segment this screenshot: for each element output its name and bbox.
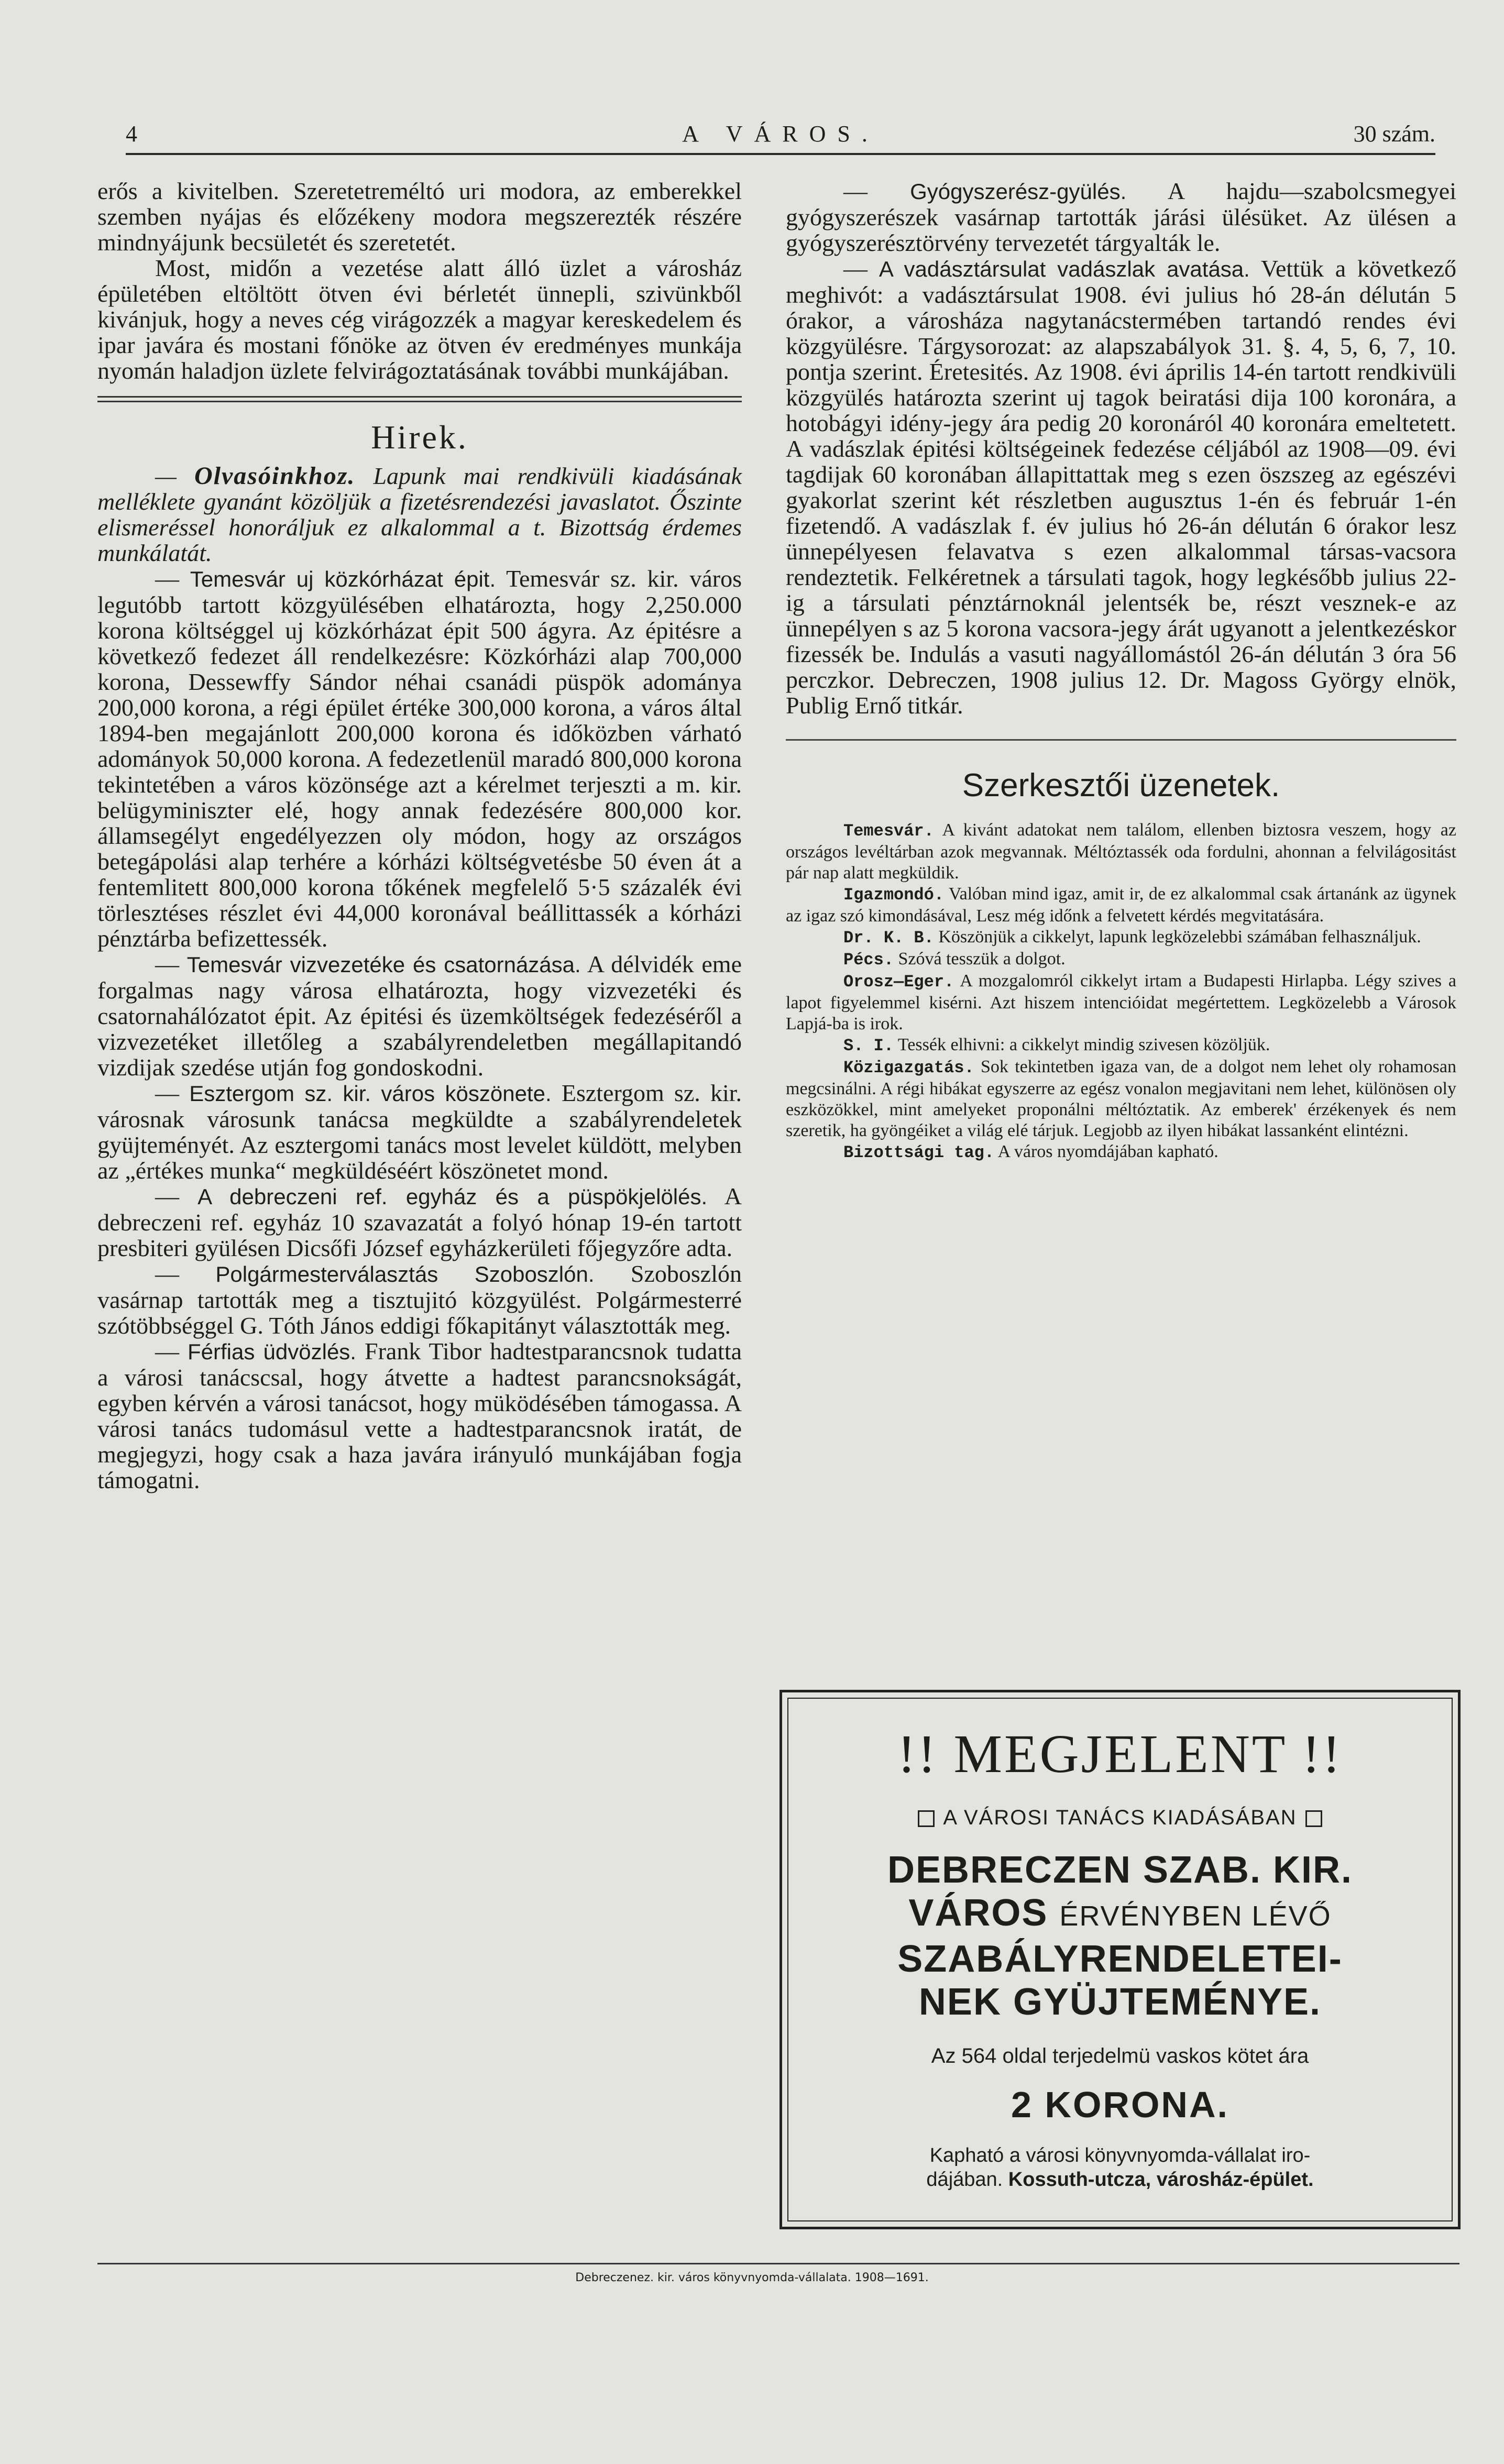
- news-text: Lapunk mai rendkivüli kiadásának melléklete gyanánt közöljük a fizetésrendezési javaslatot. Őszinte elismeréssel honoráljuk ez alkalommal a t. Bizottság érdemes munkálatát.: [97, 463, 742, 566]
- ad-title-block: [788, 1849, 1452, 2023]
- advertisement-box: [780, 1690, 1461, 2229]
- news-item: — Gyógyszerész-gyülés. A hajdu—szabolcsmegyei gyógyszerészek vasárnap tartották járási ülésüket. Az ülésen a gyógyszerésztörvény tervezetét tárgyalták le.: [786, 178, 1457, 256]
- news-head: Temesvár vizvezetéke és csatornázása.: [186, 952, 581, 977]
- news-text: A debreczeni ref. egyház 10 szavazatát a folyó hónap 19-én tartott presbiteri gyülésen Dicsőfi József egyházkerületi főjegyzőre adta.: [97, 1183, 742, 1261]
- message-text: A kivánt adatokat nem találom, ellenben biztosra veszem, hogy az országos levéltárban azok megvannak. Méltóztassék oda fordulni, ahonnan a felvilágositást pár nap alatt megküldik.: [786, 820, 1456, 883]
- news-item: — Temesvár vizvezetéke és csatornázása. A délvidék eme forgalmas nagy városa elhatározta, hogy vizvezetéki és csatornahálózatot épit. Az épitési és üzemköltségek fedezéséről a vizvezetéket illetőleg a szabályrendeletben megállapitandó vizdijak szedése utján fog gondoskodni.: [97, 951, 742, 1081]
- news-item: — Esztergom sz. kir. város köszönete. Esztergom sz. kir. városnak városunk tanácsa megküldte a szabályrendeletek gyüjteményét. Az esztergomi tanács most levelet küldött, melyben az „értékes munka“ megküldéséért köszönetet mond.: [97, 1080, 742, 1184]
- news-head: A debreczeni ref. egyház és a püspökjelölés.: [197, 1184, 708, 1209]
- ad-footer-address: Kossuth-utcza, városház-épület.: [1008, 2169, 1314, 2191]
- message-text: Köszönjük a cikkelyt, lapunk legközelebbi számában felhasználjuk.: [938, 927, 1421, 947]
- square-ornament-icon: [918, 1810, 935, 1827]
- ad-title-word: ÉRVÉNYBEN LÉVŐ: [1059, 1900, 1332, 1932]
- news-item: — Temesvár uj közkórházat épit. Temesvár sz. kir. város legutóbb tartott közgyülésében elhatározta, hogy 2,250.000 korona költséggel uj közkórházat épit 500 ágyra. Az épitésre a következő fedezet áll rendelkezésre: Közkórházi alap 700,000 korona, Dessewffy Sándor néhai csanádi püspök adománya 200,000 korona, a régi épület értéke 300,000 korona, a város által 1894-ben megajánlott 200,000 korona és időközben várható adományok 50,000 korona. A fedezetlenül maradó 800,000 korona tekintetében a város közönsége azt a kérelmet terjeszti a m. kir. belügyminiszter elé, hogy annak fedezésére 800,000 kor. államsegélyt engedélyezzen oly módon, hogy az országos betegápolási alap terhére a kórházi költségvetésbe 50 éven át a fentemlitett 800,000 korona tőkének megfelelő 5·5 százalék évi törlesztéses részlet évi 44,000 koronával beállittassék a kórházi pénztárba befizettessék.: [97, 565, 742, 952]
- message-head: Bizottsági tag.: [843, 1143, 995, 1162]
- message-head: S. I.: [843, 1036, 894, 1055]
- editor-message: [786, 1057, 1456, 1141]
- message-head: Pécs.: [843, 950, 894, 970]
- section-divider: [97, 396, 742, 402]
- right-column: [786, 178, 1456, 1163]
- left-column: [97, 178, 742, 1493]
- ad-footer-line: [788, 2168, 1452, 2192]
- page-header: [126, 116, 1435, 155]
- news-head: Esztergom sz. kir. város köszönete.: [189, 1081, 552, 1106]
- news-head: A vadásztársulat vadászlak avatása.: [879, 257, 1250, 281]
- message-head: Dr. K. B.: [843, 928, 934, 948]
- ad-price: 2 KORONA.: [1011, 2084, 1229, 2125]
- news-text: Frank Tibor hadtestparancsnok tudatta a városi tanácscsal, hogy átvette a hadtest parancsnokságát, egyben kérvén a városi tanácsot, hogy müködésében támogassa. A városi tanács tudomásul vette a hadtestparancsnok iratát, de megjegyzi, hogy csak a haza javára irányuló munkájában fogja támogatni.: [97, 1338, 742, 1493]
- news-head: Polgármesterválasztás Szoboszlón.: [215, 1262, 595, 1286]
- ad-footer-line: Kapható a városi könyvnyomda-vállalat iro-: [929, 2144, 1311, 2166]
- message-text: Tessék elhivni: a cikkelyt mindig szivesen közöljük.: [897, 1035, 1270, 1054]
- section-divider: [786, 739, 1456, 741]
- editor-message: [786, 1141, 1456, 1163]
- ad-title-word: VÁROS: [908, 1892, 1048, 1934]
- message-text: Szóvá tesszük a dolgot.: [898, 949, 1066, 969]
- ad-footer: [788, 2143, 1452, 2192]
- news-text: Vettük a következő meghivót: a vadásztársulat 1908. évi julius hó 28-án délután 5 órakor, a városháza nagytanácstermében tartandó rendes évi közgyülésre. Tárgysorozat: az alapszabályok 31. §. 4, 5, 6, 7, 10. pontja szerint. Éretesités. Az 1908. évi április 14-én tartott rendkivüli közgyülés határozta szerint uj tagok beiratási dija 100 koronára, a hotobágyi idény-jegy ára pedig 20 koronáról 40 koronára emeltetett. A vadászlak épitési költségeinek fedezése céljából az 1908—09. évi tagdijak 60 koronában állapittattak meg s ezen öszszeg az egészévi gyakorlat szerint két részletben augusztus 1-én és február 1-én fizetendő. A vadászlak f. év julius hó 26-án délután 6 órakor lesz ünnepélyesen felavatva s ezen alkalommal társas-vacsora rendeztetik. Felkéretnek a társulati tagok, hogy legkésőbb julius 22-ig a társulati pénztárnoknál jelentsék be, részt vesznek-e az ünnepélyen s az 5 korona vacsora-jegy árát ugyanott a jelentkezéskor fizessék be. Indulás a vasuti nagyállomástól 26-án délután 3 óra 56 perczkor. Debreczen, 1908 julius 12. Dr. Magoss György elnök, Publig Ernő titkár.: [786, 255, 1457, 719]
- editor-message: [786, 820, 1456, 884]
- message-head: Igazmondó.: [843, 885, 945, 905]
- message-text: A város nyomdájában kapható.: [997, 1142, 1218, 1161]
- message-text: Sok tekintetben igaza van, de a dolgot nem lehet oly rohamosan megcsinálni. A régi hibákat egyszerre az egész vonalon megjavitani nem lehet, különösen oly eszközökkel, mint amelyeket proponálni méltóztatik. Az emberek' érzékenyek és nem szeretik, ha gyöngéiket a világ elé tárjuk. Legjobb az ilyen hibákat lassanként elintézni.: [786, 1057, 1456, 1140]
- ad-headline: !! MEGJELENT !!: [897, 1724, 1343, 1784]
- editor-message: [786, 884, 1456, 927]
- editor-message: [786, 949, 1456, 971]
- news-item: — A vadásztársulat vadászlak avatása. Vettük a következő meghivót: a vadásztársulat 1908. évi julius hó 28-án délután 5 órakor, a városháza nagytanácstermében tartandó rendes évi közgyülésre. Tárgysorozat: az alapszabályok 31. §. 4, 5, 6, 7, 10. pontja szerint. Éretesités. Az 1908. évi április 14-én tartott rendkivüli közgyülés határozta szerint uj tagok beiratási dija 100 koronára, a hotobágyi idény-jegy ára pedig 20 koronáról 40 koronára emeltetett. A vadászlak épitési költségeinek fedezése céljából az 1908—09. évi tagdijak 60 koronában állapittattak meg s ezen öszszeg az egészévi gyakorlat szerint két részletben augusztus 1-én és február 1-én fizetendő. A vadászlak f. év julius hó 26-án délután 6 órakor lesz ünnepélyesen felavatva s ezen alkalommal társas-vacsora rendeztetik. Felkéretnek a társulati tagok, hogy legkésőbb julius 22-ig a társulati pénztárnoknál jelentsék be, részt vesznek-e az ünnepélyen s az 5 korona vacsora-jegy árát ugyanott a jelentkezéskor fizessék be. Indulás a vasuti nagyállomástól 26-án délután 3 óra 56 perczkor. Debreczen, 1908 julius 12. Dr. Magoss György elnök, Publig Ernő titkár.: [786, 255, 1457, 719]
- editor-message: [786, 971, 1456, 1035]
- intro-paragraph: Most, midőn a vezetése alatt álló üzlet a városház épületében eltöltött ötven évi bérletét ünnepli, szivünkből kivánjuk, hogy a neves cég virágozzék a magyar kereskedelem és ipar javára és mostani főnöke az ötven év eredményes munkája nyomán haladjon üzlete felvirágoztatásának további munkájában.: [97, 255, 742, 384]
- news-head: Gyógyszerész-gyülés.: [910, 179, 1127, 204]
- editor-message: [786, 1035, 1456, 1057]
- message-text: Valóban mind igaz, amit ir, de ez alkalommal csak ártanánk az ügynek az igaz szó kimondásával, Lesz még időnk a felvetett kérdés megvitatására.: [786, 884, 1456, 926]
- news-text: A délvidék eme forgalmas nagy városa elhatározta, hogy vizvezetéki és csatornahálózatot épit. Az épitési és üzemköltségek fedezéséről a vizvezetéket illetőleg a szabályrendeletben megállapitandó vizdijak szedése utján fog gondoskodni.: [97, 951, 742, 1081]
- section-title-szerkesztoi: Szerkesztői üzenetek.: [962, 767, 1280, 804]
- page-number: 4: [126, 121, 137, 147]
- message-head: Közigazgatás.: [843, 1058, 974, 1077]
- news-head: Férfias üdvözlés.: [188, 1339, 356, 1364]
- message-head: Orosz—Eger.: [843, 972, 954, 992]
- news-text: A hajdu—szabolcsmegyei gyógyszerészek vasárnap tartották járási ülésüket. Az ülésen a gyógyszerésztörvény tervezetét tárgyalták le.: [786, 178, 1457, 256]
- news-item: — Olvasóinkhoz. Lapunk mai rendkivüli kiadásának melléklete gyanánt közöljük a fizetésrendezési javaslatot. Őszinte elismeréssel honoráljuk ez alkalommal a t. Bizottság érdemes munkálatát.: [97, 462, 742, 566]
- news-item: — Polgármesterválasztás Szoboszlón. Szoboszlón vasárnap tartották meg a tisztujitó közgyülést. Polgármesterré szótöbbséggel G. Tóth János eddigi főkapitányt választották meg.: [97, 1260, 742, 1339]
- printer-imprint: Debreczenez. kir. város könyvnyomda-vállalata. 1908—1691.: [575, 2271, 929, 2284]
- news-item: — Férfias üdvözlés. Frank Tibor hadtestparancsnok tudatta a városi tanácscsal, hogy átvette a hadtest parancsnokságát, egyben kérvén a városi tanácsot, hogy müködésében támogassa. A városi tanács tudomásul vette a hadtestparancsnok iratát, de megjegyzi, hogy csak a haza javára irányuló munkájában fogja támogatni.: [97, 1338, 742, 1493]
- issue-number: 30 szám.: [1353, 121, 1435, 147]
- bottom-rule: [97, 2263, 1459, 2264]
- intro-paragraph: erős a kivitelben. Szeretetreméltó uri modora, az emberekkel szemben nyájas és előzékeny modora megszerezték részére mindnyájunk becsületét és szeretetét.: [97, 178, 742, 256]
- square-ornament-icon: [1305, 1810, 1322, 1827]
- message-head: Temesvár.: [843, 821, 934, 841]
- news-item: — A debreczeni ref. egyház és a püspökjelölés. A debreczeni ref. egyház 10 szavazatát a folyó hónap 19-én tartott presbiteri gyülésen Dicsőfi József egyházkerületi főjegyzőre adta.: [97, 1183, 742, 1261]
- ad-publisher: [788, 1806, 1452, 1830]
- newspaper-title: A VÁROS.: [682, 121, 879, 147]
- section-title-hirek: Hirek.: [371, 419, 468, 456]
- news-text: Temesvár sz. kir. város legutóbb tartott közgyülésében elhatározta, hogy 2,250.000 korona költséggel uj közkórházat épit 500 ágyra. Az épitésre a következő fedezet áll rendelkezésre: Közkórházi alap 700,000 korona, Dessewffy Sándor néhai csanádi püspök adománya 200,000 korona, a régi épület értéke 300,000 korona, a város által 1894-ben megajánlott 200,000 korona és időközben várható adományok 50,000 korona. A fedezetlenül maradó 800,000 korona tekintetében a város közönsége azt a kérelmet terjeszti a m. kir. belügyminiszter elé, hogy annak fedezésére 800,000 kor. államsegélyt engedélyezzen oly módon, hogy az országos betegápolási alap terhére a kórházi költségvetésbe 50 éven át a fentemlitett 800,000 korona tőkének megfelelő 5·5 százalék évi törlesztéses részlet évi 44,000 koronával beállittassék a kórházi pénztárba befizettessék.: [97, 565, 742, 952]
- ad-note: Az 564 oldal terjedelmü vaskos kötet ára: [931, 2044, 1309, 2067]
- ad-footer-text: dájában.: [926, 2169, 1003, 2191]
- message-text: A mozgalomról cikkelyt irtam a Budapesti Hirlapba. Légy szives a lapot figyelemmel kisérni. Azt hiszem intencióidat megértettem. Legközelebb a Városok Lapjá-ba is irok.: [786, 971, 1456, 1033]
- ad-publisher-text: A VÁROSI TANÁCS KIADÁSÁBAN: [943, 1806, 1297, 1829]
- news-text: Esztergom sz. kir. városnak városunk tanácsa megküldte a szabályrendeletek gyüjteményét. Az esztergomi tanács most levelet küldött, melyben az „értékes munka“ megküldéséért köszönetet mond.: [97, 1080, 742, 1184]
- ad-title-line: NEK GYÜJTEMÉNYE.: [918, 1981, 1322, 2023]
- ad-title-line: [788, 1891, 1452, 1938]
- news-head: Olvasóinkhoz.: [194, 462, 356, 490]
- editor-message: [786, 927, 1456, 949]
- advertisement-inner-frame: [787, 1698, 1453, 2221]
- ad-title-line: DEBRECZEN SZAB. KIR.: [887, 1849, 1353, 1891]
- news-text: Szoboszlón vasárnap tartották meg a tisztujitó közgyülést. Polgármesterré szótöbbséggel G. Tóth János eddigi főkapitányt választották meg.: [97, 1260, 742, 1339]
- news-head: Temesvár uj közkórházat épit.: [190, 567, 496, 591]
- ad-title-line: SZABÁLYRENDELETEI-: [897, 1938, 1343, 1980]
